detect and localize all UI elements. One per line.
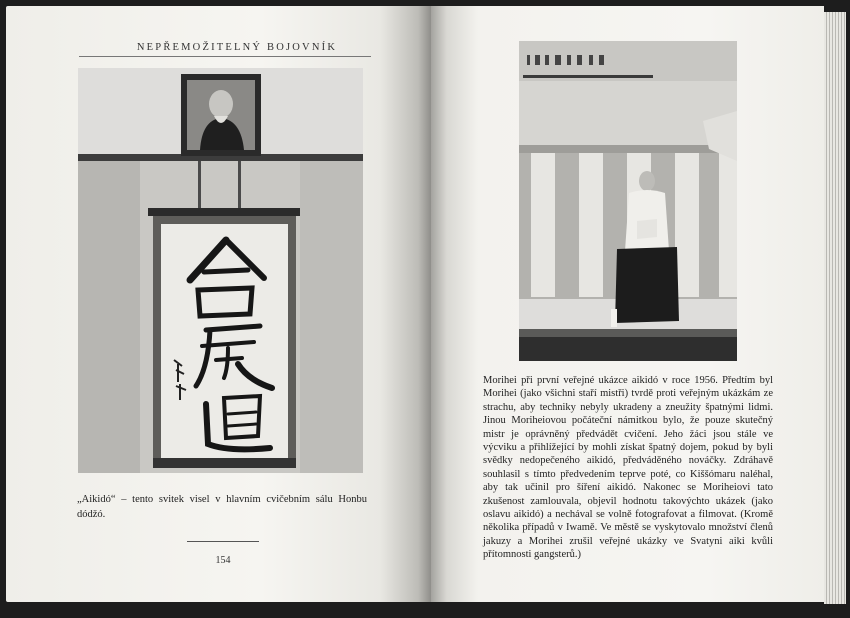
demonstration-photo-illustration (519, 41, 737, 361)
left-page (6, 6, 431, 602)
running-head: NEPŘEMOŽITELNÝ BOJOVNÍK (136, 42, 338, 53)
scroll-photo-illustration (78, 68, 363, 473)
footer-rule (187, 541, 259, 542)
page-number: 154 (215, 555, 231, 566)
header-rule (79, 56, 371, 57)
right-page (431, 6, 824, 602)
demonstration-photo (519, 41, 737, 361)
photo-caption-long: Morihei při první veřejné ukázce aikidó v roce 1956. Předtím byl Morihei (jako všichni staří mistři) tvrdě proti veřejným ukázkám ze strachu, aby techniky nebyly ukradeny a zneužity špatnými lidmi. Jinou Moriheiovou počáteční námitkou bylo, že pouze skutečný mistr je oprávněný předvádět cvičení. Jeho žáci jsou stále ve výcviku a přihlížející by mohli získat špatný dojem, pokud by byli svědky nedopečeného aikidó, předváděného nováčky. Zdráhavě souhlasil s tímto předvedením teprve poté, co Kiššómaru naléhal, aby tak učinil pro šíření aikidó. Nakonec se Moriheiovi tato zkušenost zamlouvala, objevil hodnotu takovýchto ukázek (jako oslavu aikidó) a nechával se volně fotografovat a filmovat. (Kromě několika případů v Iwamě. Ve městě se vyskytovalo množství členů jakuzy a Morihei zrušil veřejné ukázky ve Svatyni aiki kvůli přítomnosti gangsterů.) (483, 375, 773, 561)
photo-caption: „Aikidó“ – tento svitek visel v hlavním cvičebním sálu Honbu dódžó. (77, 494, 367, 520)
scroll-photo (78, 68, 363, 473)
page-edges (824, 12, 846, 604)
